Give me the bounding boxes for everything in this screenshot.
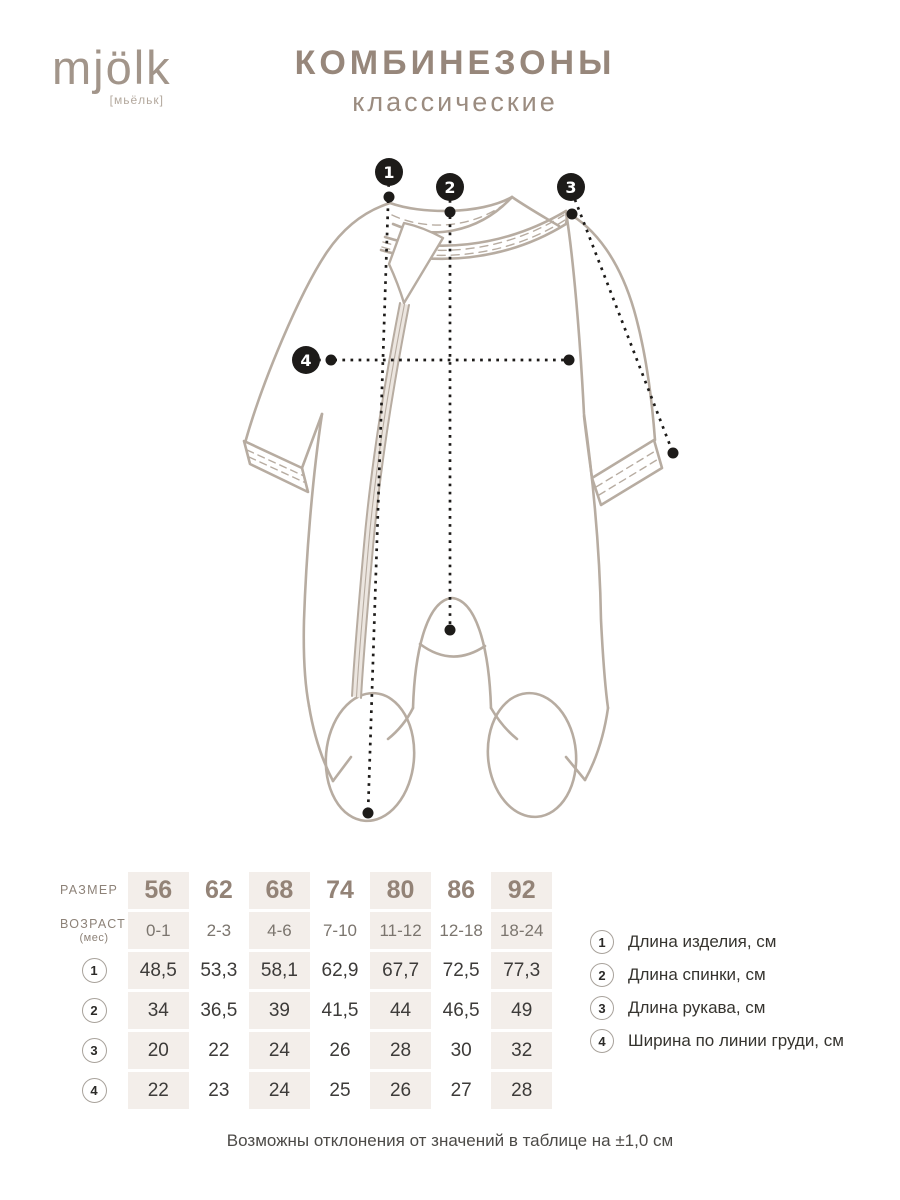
measure-row-label-1: 1	[60, 952, 128, 992]
legend-number: 2	[590, 963, 614, 987]
marker-4-label: 4	[300, 350, 312, 370]
age-value: 18-24	[491, 912, 552, 952]
marker-2	[436, 173, 464, 201]
size-header-80: 80	[370, 872, 431, 912]
size-header-56: 56	[128, 872, 189, 912]
legend-item-4	[590, 1029, 880, 1053]
measure-row-label-4: 4	[60, 1072, 128, 1112]
size-header-74: 74	[310, 872, 371, 912]
measure-value: 77,3	[491, 952, 552, 992]
measure-value: 22	[128, 1072, 189, 1112]
age-value: 11-12	[370, 912, 431, 952]
zipper-strip	[352, 223, 443, 698]
legend-label: Длина изделия, см	[628, 932, 777, 951]
measure-value: 36,5	[189, 992, 250, 1032]
measure-value: 28	[370, 1032, 431, 1072]
legend-item-1	[590, 930, 880, 954]
legend-label: Длина спинки, см	[628, 965, 766, 984]
measure-value: 30	[431, 1032, 492, 1072]
measure-value: 28	[491, 1072, 552, 1112]
legend-number: 3	[590, 996, 614, 1020]
page-title: КОМБИНЕЗОНЫ	[294, 44, 616, 82]
zipper-flap	[389, 223, 443, 303]
age-value: 12-18	[431, 912, 492, 952]
measure-value: 72,5	[431, 952, 492, 992]
age-value: 2-3	[189, 912, 250, 952]
age-value: 0-1	[128, 912, 189, 952]
legend-label: Ширина по линии груди, см	[628, 1031, 844, 1050]
measure-row-label-2: 2	[60, 992, 128, 1032]
measure-value: 22	[189, 1032, 250, 1072]
measure-value: 39	[249, 992, 310, 1032]
legend-item-3	[590, 996, 880, 1020]
measure-value: 34	[128, 992, 189, 1032]
measure-value: 53,3	[189, 952, 250, 992]
age-value: 7-10	[310, 912, 371, 952]
measure-value: 58,1	[249, 952, 310, 992]
garment-outline	[244, 197, 662, 825]
tolerance-note: Возможны отклонения от значений в таблице на ±1,0 см	[226, 1131, 674, 1150]
age-value: 4-6	[249, 912, 310, 952]
marker-1	[375, 158, 403, 186]
legend-number: 4	[590, 1029, 614, 1053]
measure-value: 26	[310, 1032, 371, 1072]
age-row-label: ВОЗРАСТ (мес)	[60, 912, 128, 952]
measure-value: 25	[310, 1072, 371, 1112]
measure-value: 24	[249, 1032, 310, 1072]
size-row-label: РАЗМЕР	[60, 872, 128, 912]
measure-value: 32	[491, 1032, 552, 1072]
marker-1-label: 1	[383, 162, 395, 182]
measure-value: 23	[189, 1072, 250, 1112]
marker-3-label: 3	[565, 177, 577, 197]
measure-value: 24	[249, 1072, 310, 1112]
brand-logo-transcription: [мьёльк]	[109, 93, 164, 107]
size-header-68: 68	[249, 872, 310, 912]
measure-row-label-3: 3	[60, 1032, 128, 1072]
legend-item-2	[590, 963, 880, 987]
marker-3	[557, 173, 585, 201]
size-table	[60, 872, 552, 1112]
measure-value: 49	[491, 992, 552, 1032]
measure-value: 48,5	[128, 952, 189, 992]
marker-4	[292, 346, 320, 374]
brand-logo-word: mjölk	[52, 41, 172, 94]
measure-value: 44	[370, 992, 431, 1032]
measure-value: 41,5	[310, 992, 371, 1032]
legend-label: Длина рукава, см	[628, 998, 766, 1017]
measure-value: 46,5	[431, 992, 492, 1032]
size-header-62: 62	[189, 872, 250, 912]
measure-value: 20	[128, 1032, 189, 1072]
size-header-86: 86	[431, 872, 492, 912]
measure-value: 62,9	[310, 952, 371, 992]
measure-value: 27	[431, 1072, 492, 1112]
page-subtitle: классические	[352, 87, 558, 117]
marker-2-label: 2	[444, 177, 456, 197]
legend-number: 1	[590, 930, 614, 954]
measure-legend	[590, 930, 880, 1062]
measure-value: 67,7	[370, 952, 431, 992]
size-header-92: 92	[491, 872, 552, 912]
measure-value: 26	[370, 1072, 431, 1112]
